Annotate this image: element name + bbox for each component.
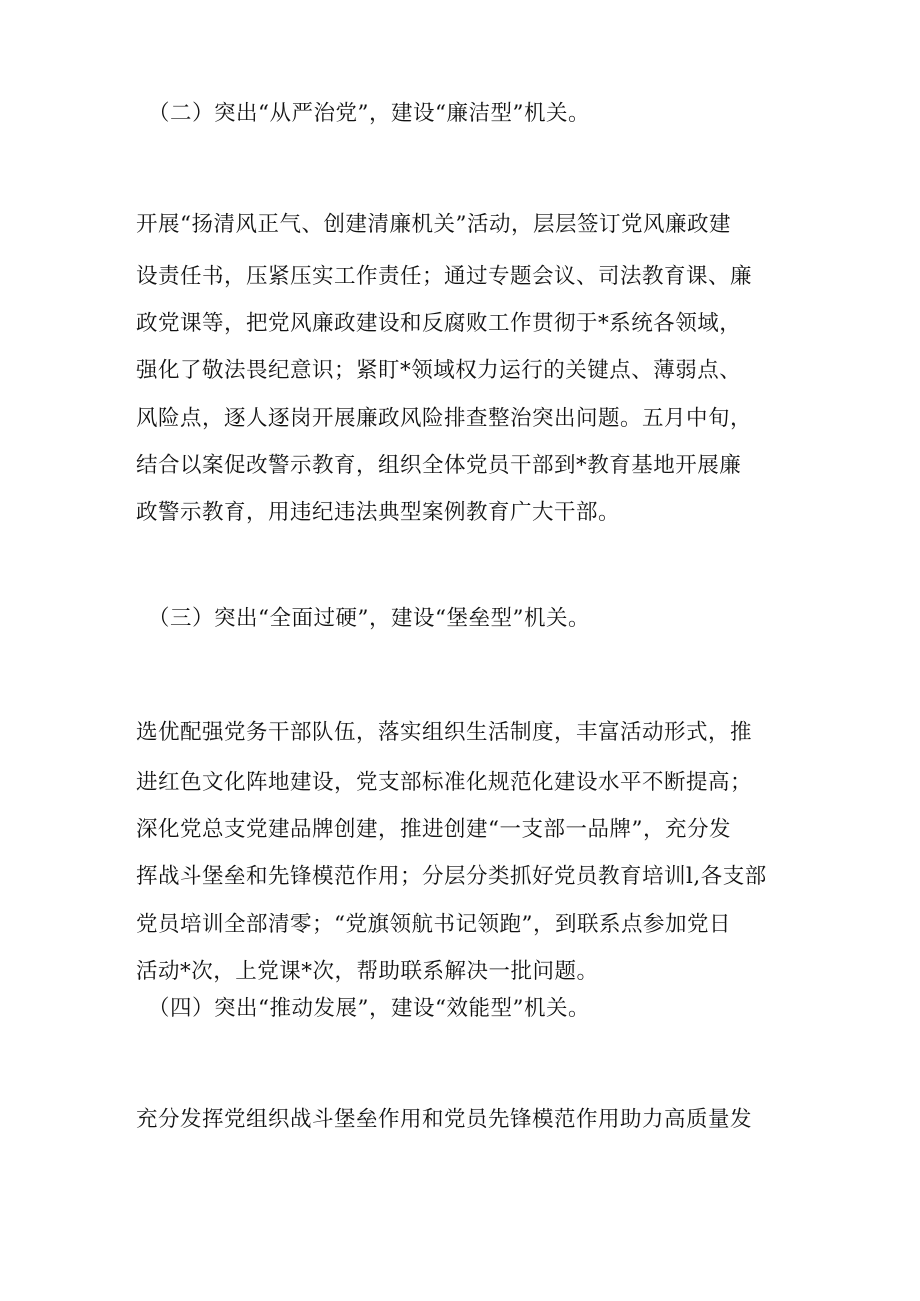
paragraph-line: 深化党总支党建品牌创建，推进创建“一支部一品牌”，充分发 [136, 817, 731, 842]
paragraph-line: 活动*次，上党课*次，帮助联系解决一批问题。 [136, 959, 599, 984]
paragraph-line: 强化了敬法畏纪意识；紧盯*领域权力运行的关键点、薄弱点、 [136, 358, 742, 383]
paragraph-line: 选优配强党务干部队伍，落实组织生活制度，丰富活动形式，推 [136, 720, 753, 745]
paragraph-line: 进红色文化阵地建设，党支部标准化规范化建设水平不断提高； [136, 770, 753, 795]
section-heading-2: （二）突出“从严治党”，建设“廉洁型”机关。 [148, 101, 590, 126]
paragraph-line: 党员培训全部清零；“党旗领航书记领跑”，到联系点参加党日 [136, 912, 731, 937]
section-heading-3: （三）突出“全面过硬”，建设“堡垒型”机关。 [148, 606, 590, 631]
paragraph-line: 设责任书，压紧压实工作责任；通过专题会议、司法教育课、廉 [136, 264, 753, 289]
paragraph-line: 充分发挥党组织战斗堡垒作用和党员先锋模范作用助力高质量发 [136, 1107, 753, 1132]
paragraph-line: 开展“扬清风正气、创建清廉机关”活动，层层签订党风廉政建 [136, 212, 731, 237]
paragraph-line: 结合以案促改警示教育，组织全体党员干部到*教育基地开展廉 [136, 453, 742, 478]
paragraph-line: 政警示教育，用违纪违法典型案例教育广大干部。 [136, 500, 621, 525]
paragraph-line: 风险点，逐人逐岗开展廉政风险排查整治突出问题。五月中旬， [136, 406, 753, 431]
paragraph-line: 政党课等，把党风廉政建设和反腐败工作贯彻于*系统各领域， [136, 311, 742, 336]
paragraph-line: 挥战斗堡垒和先锋模范作用；分层分类抓好党员教育培训l,各支部 [136, 864, 767, 889]
section-heading-4: （四）突出“推动发展”，建设“效能型”机关。 [148, 996, 590, 1021]
